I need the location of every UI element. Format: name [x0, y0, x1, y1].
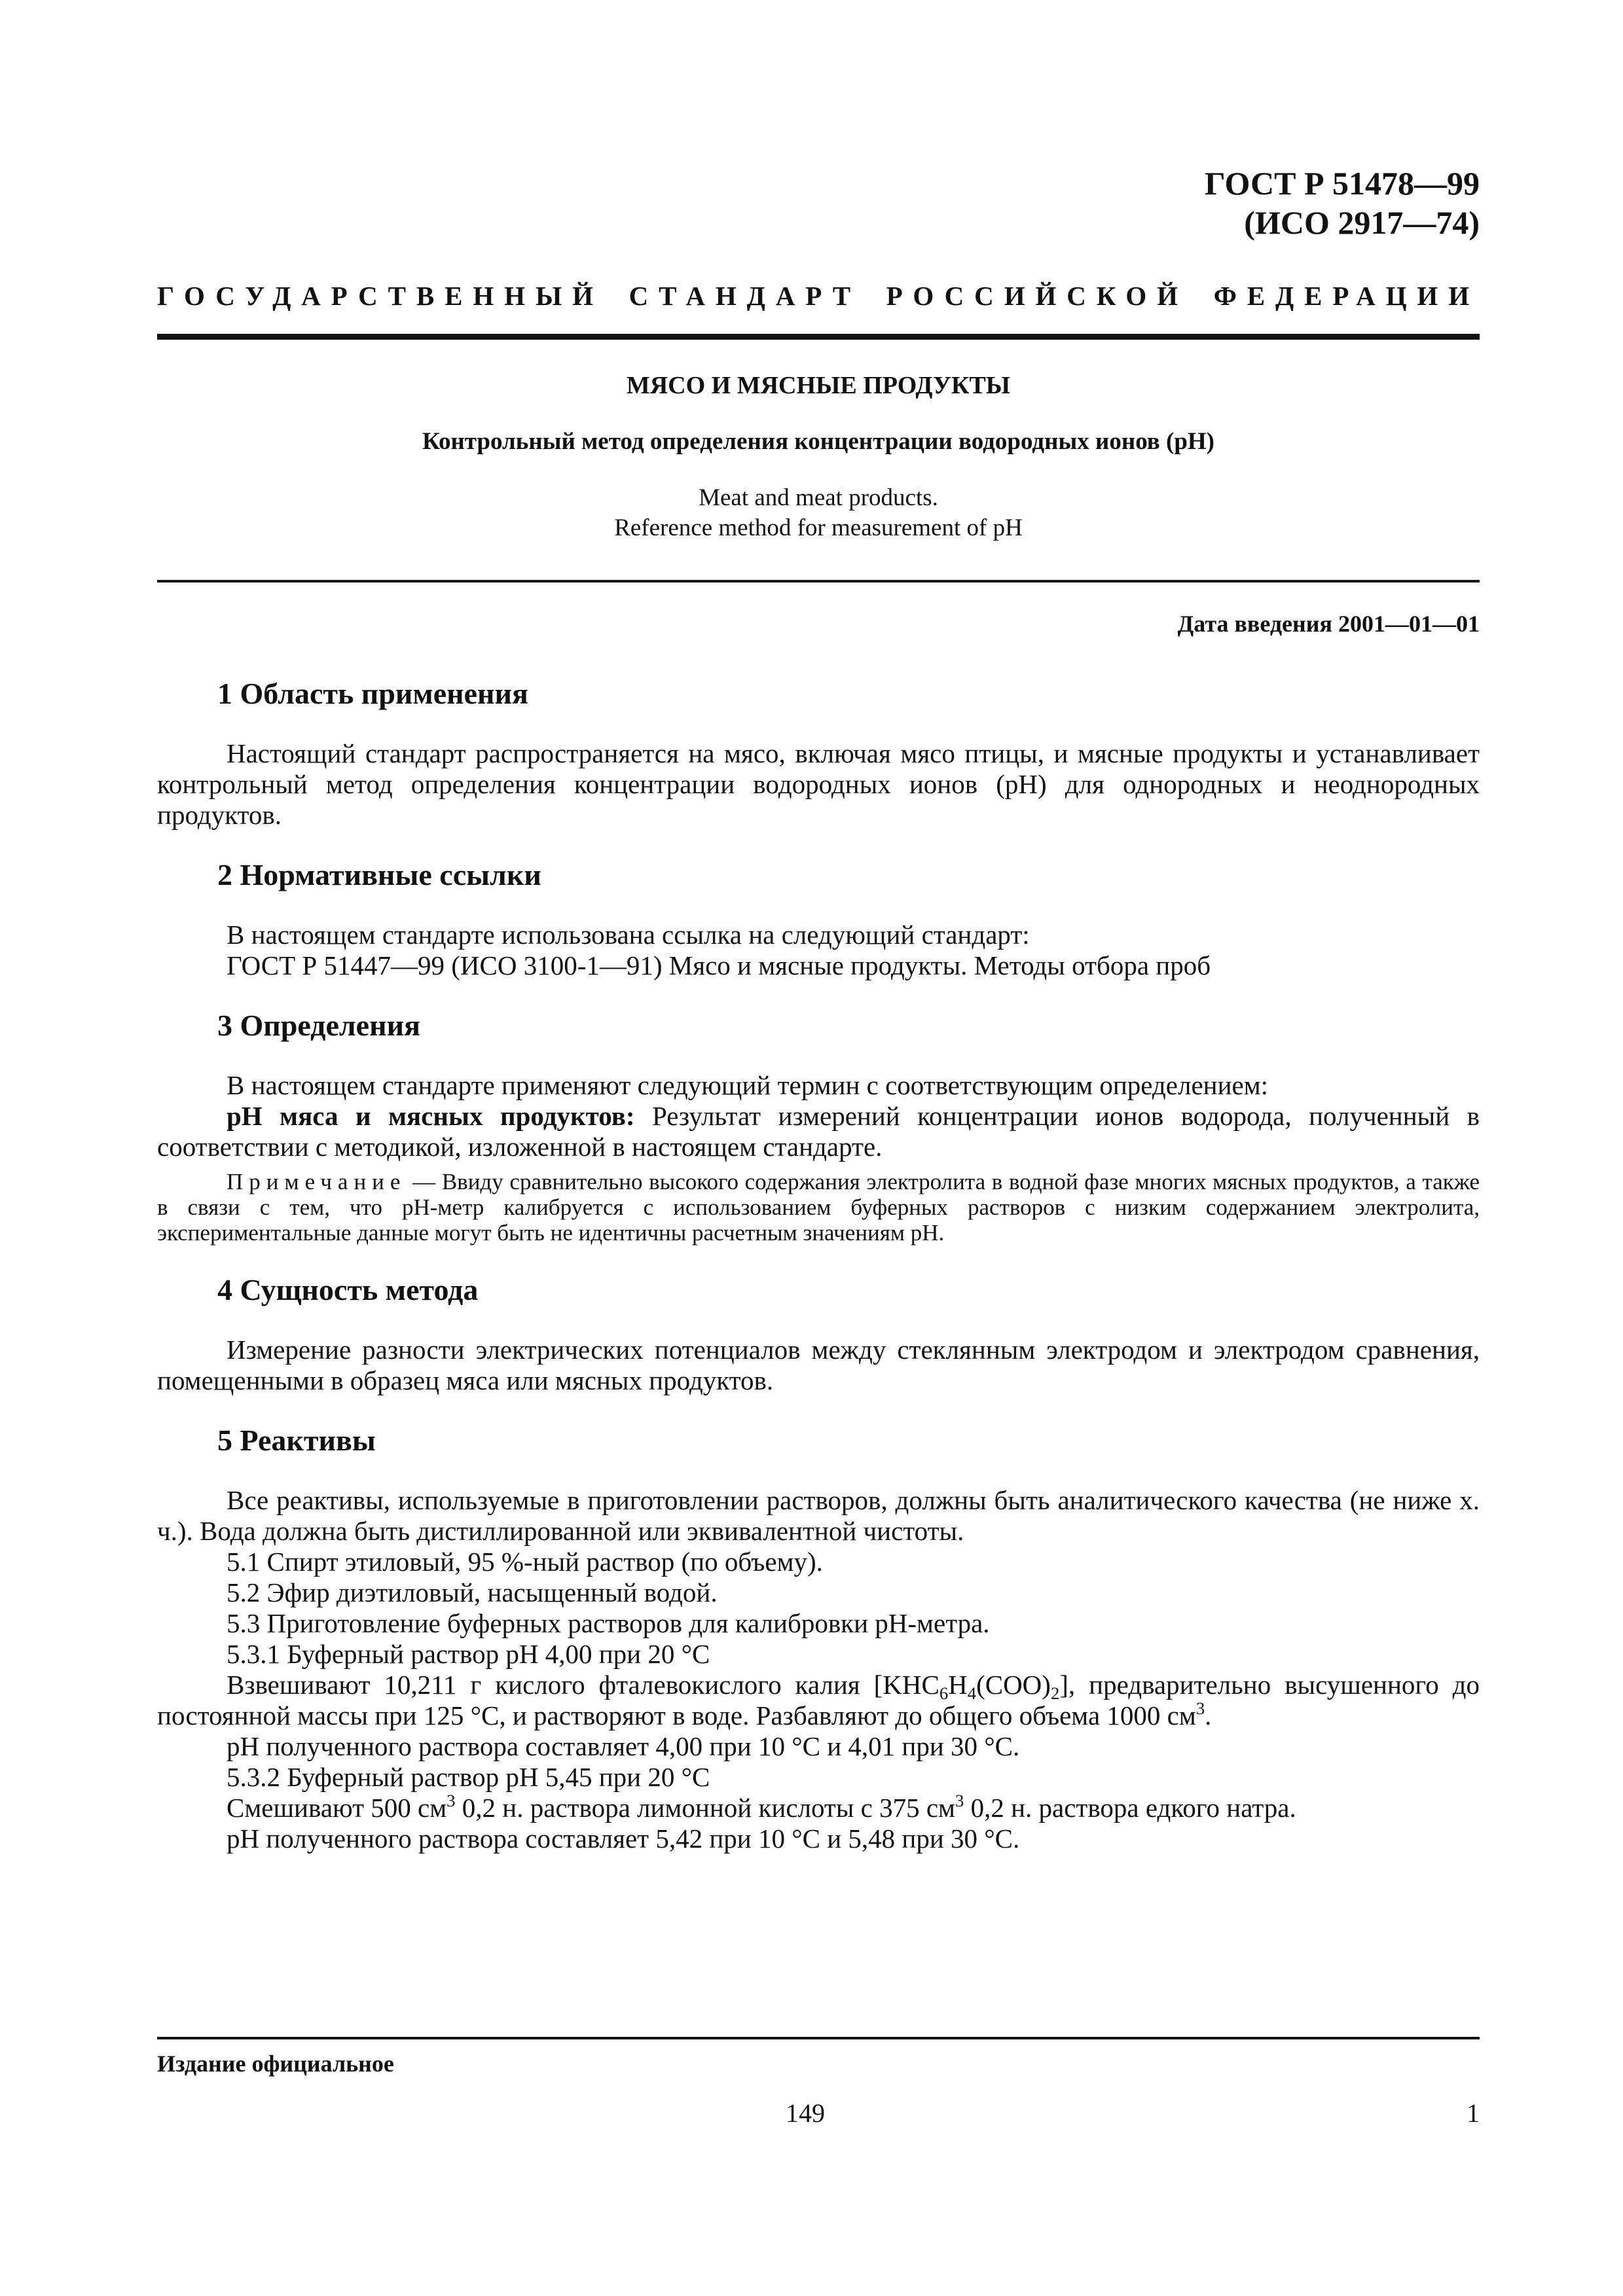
english-title [157, 483, 1480, 543]
weigh-superscript: 3 [1195, 1698, 1205, 1719]
mix-superscript-2: 3 [955, 1791, 964, 1811]
mix-text-b: 0,2 н. раствора лимонной кислоты с 375 см [455, 1793, 955, 1823]
gost-number: ГОСТ Р 51478—99 [1204, 165, 1480, 202]
section-5-intro: Все реактивы, используемые в приготовлении растворов, должны быть аналитического качества (не ниже х. ч.). Вода должна быть дистиллированной или эквивалентной чистоты. [157, 1485, 1480, 1546]
weigh-text-a: Взвешивают 10,211 г кислого фталевокислого калия [KHC [227, 1670, 939, 1700]
document-page [157, 164, 1480, 1854]
english-title-line-1: Meat and meat products. [699, 484, 938, 511]
section-3-heading: 3 Определения [217, 1009, 420, 1042]
english-title-line-2: Reference method for measurement of pH [614, 514, 1023, 541]
document-title: МЯСО И МЯСНЫЕ ПРОДУКТЫ [626, 372, 1011, 399]
clause-5-3: 5.3 Приготовление буферных растворов для калибровки pH-метра. [227, 1608, 990, 1638]
page-number: 149 [786, 2098, 825, 2128]
section-4-heading: 4 Сущность метода [217, 1273, 479, 1306]
section-3-line-1: В настоящем стандарте применяют следующий термин с соответствующим определением: [227, 1070, 1269, 1100]
ph-buffer-5: pH полученного раствора составляет 5,42 при 10 °С и 5,48 при 30 °С. [227, 1823, 1020, 1854]
mix-text-a: Смешивают 500 см [227, 1793, 447, 1823]
weigh-subscript-1: 6 [939, 1683, 949, 1703]
footer-rule [157, 2037, 1480, 2039]
weigh-text-c: (COO) [976, 1670, 1051, 1700]
weigh-subscript-2: 4 [967, 1683, 977, 1703]
section-2-heading: 2 Нормативные ссылки [217, 858, 541, 891]
state-standard-banner: ГОСУДАРСТВЕННЫЙ СТАНДАРТ РОССИЙСКОЙ ФЕДЕРАЦИИ [157, 281, 1480, 311]
clause-5-3-2: 5.3.2 Буферный раствор pH 5,45 при 20 °С [227, 1762, 710, 1792]
weigh-text-d: ], предварительно высушенного до постоянной массы при 125 °С, и растворяют в воде. Разбавляют до общего объема 1000 см [157, 1670, 1480, 1731]
weigh-text-e: . [1205, 1700, 1212, 1731]
weigh-subscript-3: 2 [1050, 1683, 1060, 1703]
ph-buffer-4: pH полученного раствора составляет 4,00 при 10 °С и 4,01 при 30 °С. [227, 1731, 1020, 1761]
title-rule [157, 580, 1480, 583]
mix-text-c: 0,2 н. раствора едкого натра. [964, 1793, 1296, 1823]
section-3-definition [157, 1101, 1480, 1162]
note-label: Примечание [227, 1169, 407, 1194]
note-text: — Ввиду сравнительно высокого содержания электролита в водной фазе многих мясных продуктов, а также в связи с тем, что pH-метр калибруется с использованием буферных растворов с низким содержанием электролита, экспериментальные данные могут быть не идентичны расчетным значениям pH. [157, 1169, 1480, 1246]
introduction-date: Дата введения 2001—01—01 [1177, 611, 1480, 637]
gost-designation [157, 164, 1480, 242]
term-definition: Результат измерений концентрации ионов водорода, полученный в соответствии с методикой, изложенной в настоящем стандарте. [157, 1101, 1480, 1162]
term-label: pH мяса и мясных продуктов: [227, 1101, 635, 1131]
mix-superscript-1: 3 [447, 1791, 456, 1811]
section-4-text: Измерение разности электрических потенциалов между стеклянным электродом и электродом сравнения, помещенными в образец мяса или мясных продуктов. [157, 1335, 1480, 1395]
sheet-number: 1 [1467, 2098, 1480, 2128]
section-2-reference: ГОСТ Р 51447—99 (ИСО 3100-1—91) Мясо и мясные продукты. Методы отбора проб [227, 950, 1211, 980]
section-2-line-1: В настоящем стандарте использована ссылка на следующий стандарт: [227, 920, 1030, 950]
clause-5-1: 5.1 Спирт этиловый, 95 %-ный раствор (по объему). [227, 1547, 823, 1577]
weigh-text-b: H [948, 1670, 968, 1700]
clause-5-2: 5.2 Эфир диэтиловый, насыщенный водой. [227, 1577, 718, 1607]
weighing-instruction [157, 1670, 1480, 1731]
official-edition-label: Издание официальное [157, 2051, 394, 2077]
mixing-instruction [157, 1793, 1480, 1823]
section-1-text: Настоящий стандарт распространяется на мясо, включая мясо птицы, и мясные продукты и устанавливает контрольный метод определения концентрации водородных ионов (pH) для однородных и неоднородных продуктов. [157, 738, 1480, 830]
section-5-heading: 5 Реактивы [217, 1424, 376, 1457]
clause-5-3-1: 5.3.1 Буферный раствор pH 4,00 при 20 °С [227, 1639, 710, 1669]
document-subtitle: Контрольный метод определения концентрации водородных ионов (pH) [422, 428, 1214, 455]
section-1-heading: 1 Область применения [217, 677, 528, 710]
top-rule [157, 334, 1480, 340]
iso-number: (ИСО 2917—74) [1244, 204, 1480, 241]
section-3-note [157, 1169, 1480, 1246]
